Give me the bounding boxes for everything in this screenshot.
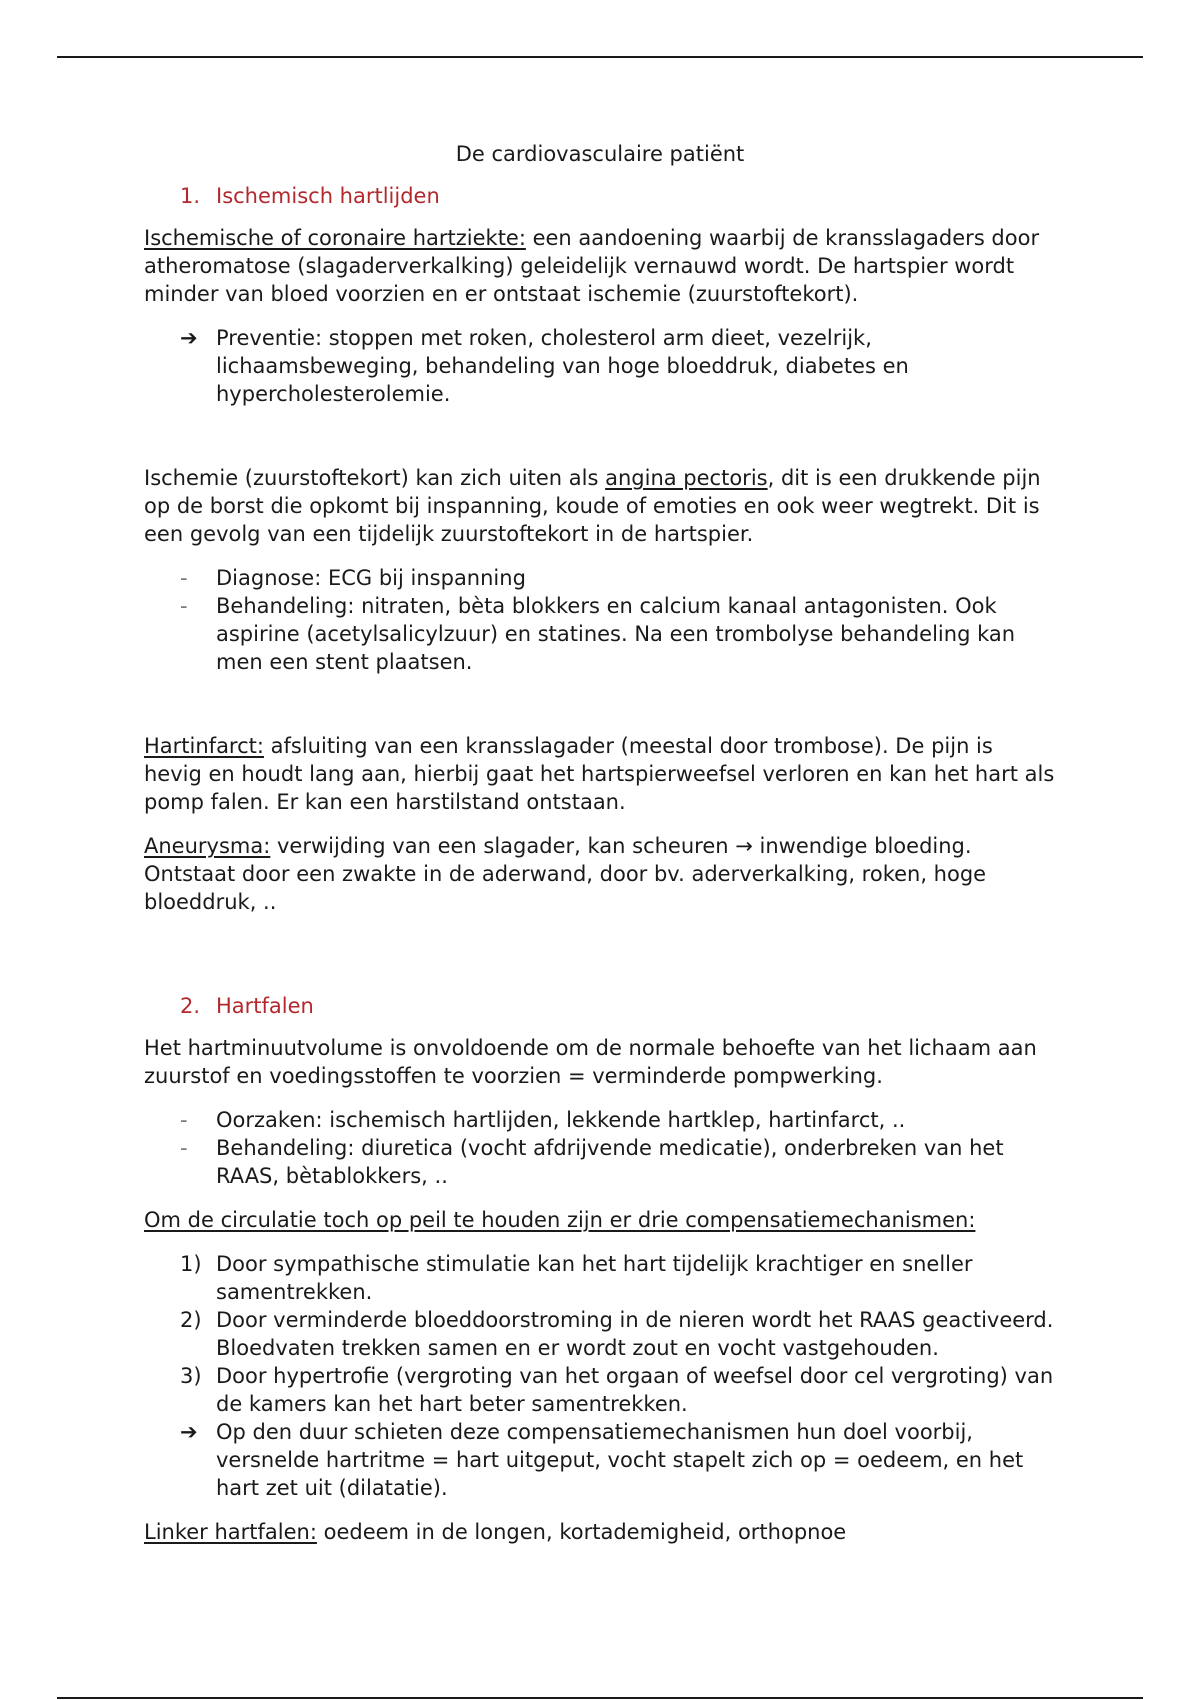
list-item <box>144 1134 1056 1190</box>
definition-text: verwijding van een slagader, kan scheuren → inwendige bloeding. Ontstaat door een zwakte in de aderwand, door bv. aderverkalking, roken, hoge bloeddruk, .. <box>144 834 987 914</box>
list-item <box>144 324 1056 408</box>
arrow-icon: ➔ <box>180 326 198 350</box>
term-coronaire-hartziekte: Ischemische of coronaire hartziekte: <box>144 226 526 250</box>
section-heading-ischemisch-hartlijden <box>144 182 1056 210</box>
bottom-page-rule <box>57 1697 1143 1699</box>
list-number: 3) <box>180 1364 202 1388</box>
list-item-text: Preventie: stoppen met roken, cholesterol arm dieet, vezelrijk, lichaamsbeweging, behandeling van hoge bloeddruk, diabetes en hypercholesterolemie. <box>216 326 909 406</box>
list-item <box>144 564 1056 592</box>
paragraph-hartminuutvolume: Het hartminuutvolume is onvoldoende om de normale behoefte van het lichaam aan zuurstof en voedingsstoffen te voorzien = verminderde pompwerking. <box>144 1036 1037 1088</box>
compensation-heading <box>144 1206 1056 1234</box>
top-page-rule <box>57 56 1143 58</box>
list-item <box>144 1418 1056 1502</box>
dash-bullet: - <box>180 1108 188 1132</box>
list-item-text: Door verminderde bloeddoorstroming in de nieren wordt het RAAS geactiveerd. Bloedvaten trekken samen en er wordt zout en vocht vastgehouden. <box>216 1308 1054 1360</box>
paragraph-linker-hartfalen <box>144 1518 1056 1546</box>
list-item <box>144 1106 1056 1134</box>
section-heading-hartfalen <box>144 992 1056 1020</box>
list-item-text: Door hypertrofie (vergroting van het orgaan of weefsel door cel vergroting) van de kamers kan het hart beter samentrekken. <box>216 1364 1054 1416</box>
angina-list <box>144 564 1056 676</box>
list-item-text: Oorzaken: ischemisch hartlijden, lekkende hartklep, hartinfarct, .. <box>216 1108 906 1132</box>
section-title: Hartfalen <box>216 994 314 1018</box>
definition-text: een aandoening waarbij de kransslagaders door atheromatose (slagaderverkalking) geleidelijk vernauwd wordt. De hartspier wordt minder van bloed voorzien en er ontstaat ischemie (zuurstoftekort). <box>144 226 1040 306</box>
list-item <box>144 1250 1056 1306</box>
dash-bullet: - <box>180 1136 188 1160</box>
arrow-icon: ➔ <box>180 1420 198 1444</box>
prevention-list <box>144 324 1056 408</box>
term-hartinfarct: Hartinfarct: <box>144 734 264 758</box>
hartfalen-list <box>144 1106 1056 1190</box>
compensation-heading-text: Om de circulatie toch op peil te houden zijn er drie compensatiemechanismen: <box>144 1208 976 1232</box>
list-number: 2) <box>180 1308 202 1332</box>
compensation-mechanisms-list <box>144 1250 1056 1502</box>
paragraph-coronaire-hartziekte <box>144 224 1056 308</box>
list-item-text: Behandeling: diuretica (vocht afdrijvende medicatie), onderbreken van het RAAS, bètablokkers, .. <box>216 1136 1004 1188</box>
section-number: 1. <box>180 184 201 208</box>
text-after: , dit is een drukkende pijn op de borst die opkomt bij inspanning, koude of emoties en ook weer wegtrekt. Dit is een gevolg van een tijdelijk zuurstoftekort in de hartspier. <box>144 466 1041 546</box>
paragraph-aneurysma <box>144 832 1056 916</box>
document-title: De cardiovasculaire patiënt <box>455 142 745 166</box>
definition-text: afsluiting van een kransslagader (meestal door trombose). De pijn is hevig en houdt lang aan, hierbij gaat het hartspierweefsel verloren en kan het hart als pomp falen. Er kan een harstilstand ontstaan. <box>144 734 1055 814</box>
list-item <box>144 1362 1056 1418</box>
list-item-text: Behandeling: nitraten, bèta blokkers en calcium kanaal antagonisten. Ook aspirine (acetylsalicylzuur) en statines. Na een trombolyse behandeling kan men een stent plaatsen. <box>216 594 1016 674</box>
list-number: 1) <box>180 1252 202 1276</box>
term-linker-hartfalen: Linker hartfalen: <box>144 1520 317 1544</box>
dash-bullet: - <box>180 594 188 618</box>
section-number: 2. <box>180 994 201 1018</box>
list-item-text: Op den duur schieten deze compensatiemechanismen hun doel voorbij, versnelde hartritme = hart uitgeput, vocht stapelt zich op = oedeem, en het hart zet uit (dilatatie). <box>216 1420 1024 1500</box>
paragraph-hartinfarct <box>144 732 1056 816</box>
section-title: Ischemisch hartlijden <box>216 184 440 208</box>
list-item-text: Door sympathische stimulatie kan het hart tijdelijk krachtiger en sneller samentrekken. <box>216 1252 973 1304</box>
paragraph-angina-pectoris <box>144 464 1056 548</box>
definition-text: oedeem in de longen, kortademigheid, orthopnoe <box>316 1520 847 1544</box>
term-angina-pectoris: angina pectoris <box>605 466 768 490</box>
list-item <box>144 1306 1056 1362</box>
text-before: Ischemie (zuurstoftekort) kan zich uiten als <box>144 466 606 490</box>
document-body <box>144 140 1056 1562</box>
list-item <box>144 592 1056 676</box>
dash-bullet: - <box>180 566 188 590</box>
term-aneurysma: Aneurysma: <box>144 834 271 858</box>
list-item-text: Diagnose: ECG bij inspanning <box>216 566 526 590</box>
